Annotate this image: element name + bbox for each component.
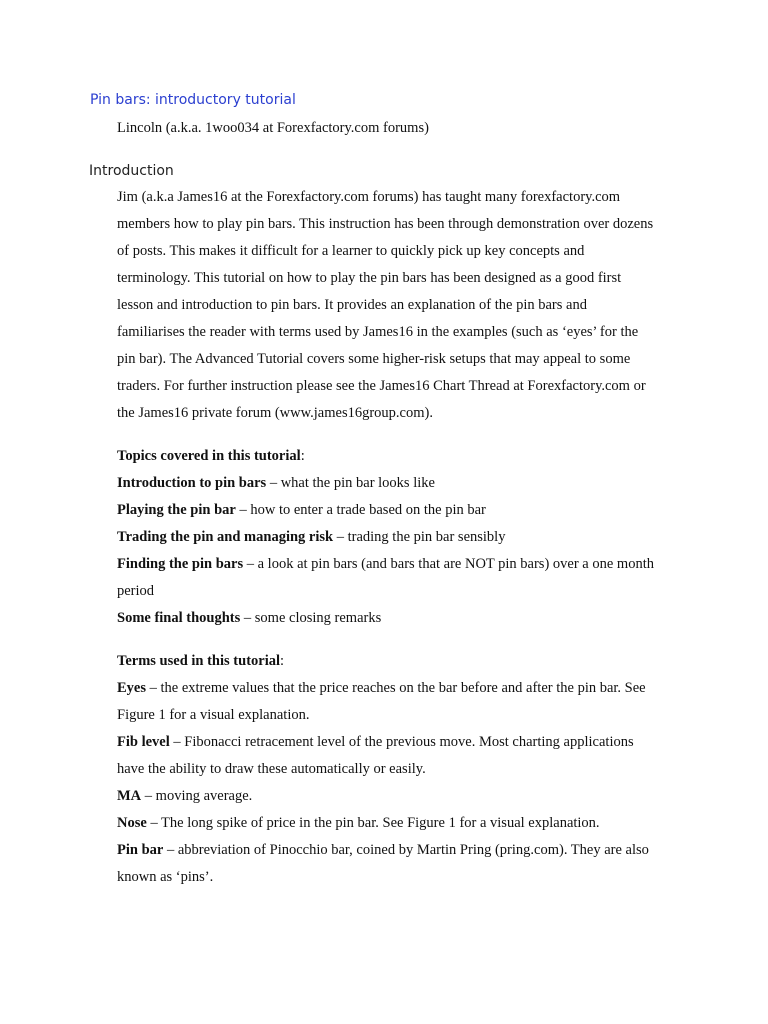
paragraph-line: Jim (a.k.a James16 at the Forexfactory.com forums) has taught many forexfactory.com — [117, 189, 621, 205]
paragraph-line: terminology. This tutorial on how to play the pin bars has been designed as a good first — [117, 270, 622, 286]
term-name: MA — [117, 788, 142, 804]
topics-heading: Topics covered in this tutorial — [117, 448, 301, 464]
term-continuation: have the ability to draw these automatically or easily. — [117, 761, 426, 777]
paragraph-line: lesson and introduction to pin bars. It provides an explanation of the pin bars and — [117, 297, 587, 313]
topics-heading-line: Topics covered in this tutorial: — [117, 448, 305, 464]
term-definition: – The long spike of price in the pin bar. See Figure 1 for a visual explanation. — [146, 815, 600, 831]
document-title: Pin bars: introductory tutorial — [90, 92, 296, 108]
term-name: Eyes — [117, 680, 146, 696]
paragraph-line: familiarises the reader with terms used by James16 in the examples (such as ‘eyes’ for the — [117, 324, 639, 340]
introduction-heading: Introduction — [89, 163, 174, 179]
topic-name: Playing the pin bar — [117, 502, 236, 518]
term-item — [117, 675, 697, 702]
topic-item — [117, 605, 697, 632]
term-definition: – Fibonacci retracement level of the previous move. Most charting applications — [169, 734, 634, 750]
topic-description: – some closing remarks — [240, 610, 382, 626]
topic-name: Finding the pin bars — [117, 556, 244, 572]
topic-name: Introduction to pin bars — [117, 475, 267, 491]
term-continuation: Figure 1 for a visual explanation. — [117, 707, 310, 723]
topic-description: – a look at pin bars (and bars that are NOT pin bars) over a one month — [243, 556, 654, 572]
term-continuation: known as ‘pins’. — [117, 869, 214, 885]
term-name: Fib level — [117, 734, 170, 750]
term-name: Nose — [117, 815, 147, 831]
topics-section — [117, 443, 697, 632]
term-definition: – moving average. — [141, 788, 253, 804]
term-item — [117, 810, 697, 837]
terms-heading: Terms used in this tutorial — [117, 653, 281, 669]
terms-section — [117, 648, 697, 891]
paragraph-line: the James16 private forum (www.james16group.com). — [117, 405, 433, 421]
topic-name: Trading the pin and managing risk — [117, 529, 334, 545]
topic-item — [117, 551, 697, 578]
topic-continuation: period — [117, 583, 155, 599]
term-name: Pin bar — [117, 842, 164, 858]
topic-item — [117, 470, 697, 497]
paragraph-line: members how to play pin bars. This instruction has been through demonstration over dozens — [117, 216, 654, 232]
term-item — [117, 729, 697, 756]
topic-name: Some final thoughts — [117, 610, 241, 626]
paragraph-line: traders. For further instruction please see the James16 Chart Thread at Forexfactory.com or — [117, 378, 646, 394]
topic-description: – what the pin bar looks like — [266, 475, 435, 491]
author-line: Lincoln (a.k.a. 1woo034 at Forexfactory.com forums) — [117, 120, 429, 136]
topic-description: – how to enter a trade based on the pin bar — [235, 502, 486, 518]
introduction-paragraph — [117, 184, 697, 427]
topic-item — [117, 497, 697, 524]
document-body — [117, 184, 697, 891]
term-item — [117, 783, 697, 810]
term-definition: – the extreme values that the price reaches on the bar before and after the pin bar. See — [146, 680, 646, 696]
topic-item — [117, 524, 697, 551]
term-item — [117, 837, 697, 864]
paragraph-line: pin bar). The Advanced Tutorial covers some higher-risk setups that may appeal to some — [117, 351, 631, 367]
topic-description: – trading the pin bar sensibly — [333, 529, 506, 545]
term-definition: – abbreviation of Pinocchio bar, coined by Martin Pring (pring.com). They are also — [163, 842, 649, 858]
terms-heading-line: Terms used in this tutorial: — [117, 653, 285, 669]
paragraph-line: of posts. This makes it difficult for a learner to quickly pick up key concepts and — [117, 243, 585, 259]
